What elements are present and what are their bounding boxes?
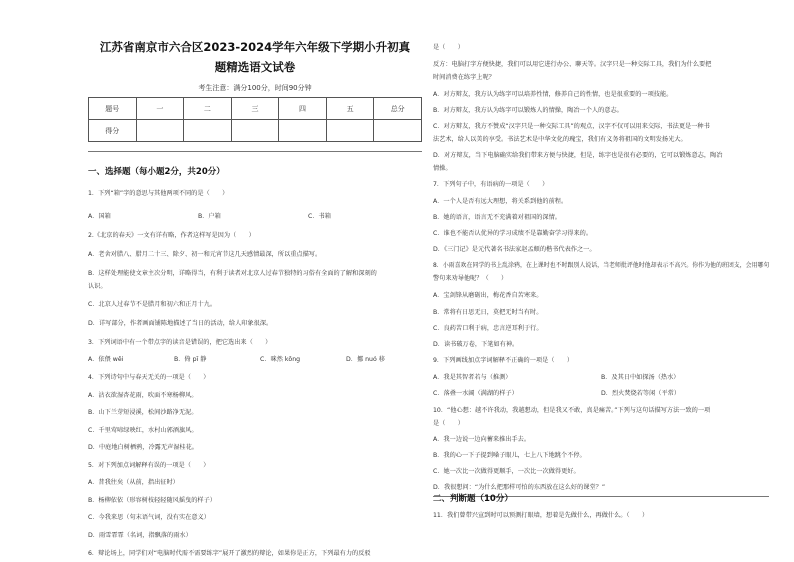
question-text-line: B．及其日中如探汤（热水）: [601, 374, 680, 381]
question-text-line: B．对方辩友，我方认为练字可以锻炼人的情操，陶冶一个人的意志。: [433, 107, 623, 114]
question-text-line: C．谁也不能否认优异的学习成绩不是靠勤奋学习得来的。: [433, 230, 593, 237]
question-text-line: 6．辩论场上，同学们对“电脑时代需不需要练字”展开了激烈的辩论，如果你是正方，下列最有力的反驳: [88, 550, 371, 557]
question-text-line: 时间消费在练字上呢？: [433, 74, 495, 81]
question-text-line: C．千里莺啼绿映红，水村山郭酒旗风。: [88, 427, 198, 434]
question-text-line: B．常将有日思无日，莫把无时当有时。: [433, 309, 543, 316]
question-text-line: A．老舍对腊八、腊月二十三、除夕、初一和元宵节这几天感情最深，所以重点描写。: [88, 251, 322, 258]
question-text-line: A．我一边说一边向蓄来推出手去。: [433, 436, 531, 443]
question-text-line: D．挪 nuó 移: [346, 356, 385, 363]
score-cell: [374, 120, 422, 142]
score-header-cell: 四: [279, 98, 327, 120]
question-text-line: 11．我们曾带兴宣到时可以预测打眼墙，想着是先做什么，再做什么。（ ）: [433, 512, 649, 519]
score-header-cell: 一: [136, 98, 184, 120]
score-header-cell: 五: [326, 98, 374, 120]
question-text-line: A．依偎 wēi: [88, 356, 124, 363]
score-header-cell: 三: [231, 98, 279, 120]
question-text-line: C．良药苦口利于病，忠言逆耳利于行。: [433, 325, 543, 332]
exam-title-line1: 江苏省南京市六合区2023-2024学年六年级下学期小升初真: [99, 40, 411, 54]
section-heading-1: 一、选择题（每小题2分，共20分）: [88, 167, 225, 177]
question-text-line: C．咪然 kōng: [260, 356, 301, 363]
question-text-line: 8．小雨喜欢在同学的书上乱涂鸦，在上课时也不时跟别人说话，当老师批评他时他却表示不高兴。你作为他的班团支，会用哪句: [433, 262, 770, 269]
question-text-line: 2.《北京的春天》一文有详有略，作者这样写是因为（ ）: [88, 232, 255, 239]
question-text-line: C．落叠一水阔（满湖的样子）: [433, 390, 518, 397]
score-table: [88, 97, 422, 142]
question-text-line: D．详写部分，作者画面铺陈地描述了当日的活动，给人印象很深。: [88, 320, 273, 327]
question-text-line: B．倚 pī 静: [174, 356, 207, 363]
question-text-line: 7．下列句子中，有语病的一项是（ ）: [433, 181, 549, 188]
question-text-line: D．中庭地白树栖鸦，冷露无声湿桂花。: [88, 444, 198, 451]
question-text-line: A．国箱: [88, 213, 111, 220]
question-text-line: D．烈火焚烧若等闲（平常）: [601, 390, 681, 397]
question-text-line: D．《三门记》是元代著名书法家赵孟頫的楷书代表作之一。: [433, 246, 596, 253]
score-cell: [136, 120, 184, 142]
question-text-line: 5．对下列加点词解释有误的一项是（ ）: [88, 462, 210, 469]
question-text-line: C．书箱: [308, 213, 331, 220]
score-header-cell: 总分: [374, 98, 422, 120]
exam-info: 考生注意：满分100分，时间90分钟: [198, 84, 312, 92]
score-header-cell: 二: [184, 98, 232, 120]
question-text-line: B．户箱: [198, 213, 221, 220]
question-text-line: 认识。: [88, 283, 107, 290]
question-text-line: D．雨雪霏霏（名词，指飘落的雨水）: [88, 532, 192, 539]
question-text-line: D．对方辩友，当下电脑确实给我们带来方便与快捷，但是，练字也是很有必要的，它可以锻炼意志，陶冶: [433, 152, 723, 159]
question-text-line: 9．下列画线加点字词解释不正确的一项是（ ）: [433, 357, 574, 364]
question-text-line: B．她的语言，语言无不充满着对祖国的深情。: [433, 214, 561, 221]
score-cell: [184, 120, 232, 142]
question-text-line: B．山下兰芽短浸溪，松间沙路净无泥。: [88, 409, 198, 416]
score-cell: [326, 120, 374, 142]
score-cell: [279, 120, 327, 142]
section-heading-2: 二、判断题（10分）: [433, 494, 513, 504]
question-text-line: C．今我来思（句末语气词，没有实在意义）: [88, 514, 210, 521]
question-text-line: B．这样处理能使文章主次分明，详略得当，有利于读者对北京人过春节独特的习俗有全面的了解和深刻的: [88, 270, 377, 277]
question-text-line: 反方：电脑打字方便快捷，我们可以用它进行办公、聊天等。汉字只是一种交际工具，我们为什么要把: [433, 61, 712, 68]
question-text-line: 是（ ）: [433, 44, 464, 51]
question-text-line: 1．下列“箱”字的意思与其他两项不同的是（ ）: [88, 190, 229, 197]
score-table-score-row: [89, 120, 422, 142]
question-text-line: A．一个人是否有远大理想，将关系到他的前程。: [433, 198, 568, 205]
question-text-line: 法艺术，给人以美的享受。书法艺术是中华文化的瑰宝，我们有义务将祖国的文明发扬光大。: [433, 136, 687, 143]
question-text-line: A．宝剑锋从磨砺出，梅花香自苦寒来。: [433, 292, 543, 299]
question-text-line: A．对方辩友，我方认为练字可以培养性情，修养自己的性情，也是很重要的一项技能。: [433, 91, 673, 98]
question-text-line: D．我很想问：“为什么把那样可怕的东西放在这么好的课堂？”: [433, 484, 606, 491]
question-text-line: B．杨柳依依（形容树枝轻轻随风摇曳的样子）: [88, 497, 216, 504]
question-text-line: C．北京人过春节不是腊月和初六和正月十九。: [88, 301, 217, 308]
question-text-line: B．我的心一下子提到嗓子眼儿，七上八下地跳个不停。: [433, 452, 586, 459]
question-text-line: D．读书破万卷，下笔如有神。: [433, 341, 519, 348]
question-text-line: 3．下列词语中有一个带点字的读音是错误的，把它选出来（ ）: [88, 339, 272, 346]
question-text-line: 警句来劝导他呢？（ ）: [433, 275, 508, 282]
section-divider: [88, 151, 422, 152]
question-text-line: 是（ ）: [433, 420, 464, 427]
question-text-line: C．对方辩友，我方不赞成“汉字只是一种交际工具”的观点，汉字不仅可以用来交际，书法更是一种书: [433, 123, 710, 130]
score-header-cell: 题号: [89, 98, 137, 120]
score-cell: [231, 120, 279, 142]
question-text-line: A．昔我往矣（从前，指出征时）: [88, 479, 179, 486]
question-text-line: C．她一次比一次做得更顺手，一次比一次做得更好。: [433, 468, 580, 475]
question-text-line: 10．“他心想：越不许我动，我越想动，但是我又不敢，真是痛苦。”下列与这句话描写方法一致的一项: [433, 407, 711, 414]
question-text-line: 4．下列诗句中与春天无关的一项是（ ）: [88, 374, 210, 381]
question-text-line: A．我是其智者若与（推测）: [433, 374, 512, 381]
score-table-header-row: [89, 98, 422, 120]
question-text-line: A．沾衣欲湿杏花雨，吹面不寒杨柳风。: [88, 392, 198, 399]
score-row-label: 得分: [89, 120, 137, 142]
question-text-line: 情操。: [433, 165, 452, 172]
exam-title-line2: 题精选语文试卷: [214, 60, 296, 74]
